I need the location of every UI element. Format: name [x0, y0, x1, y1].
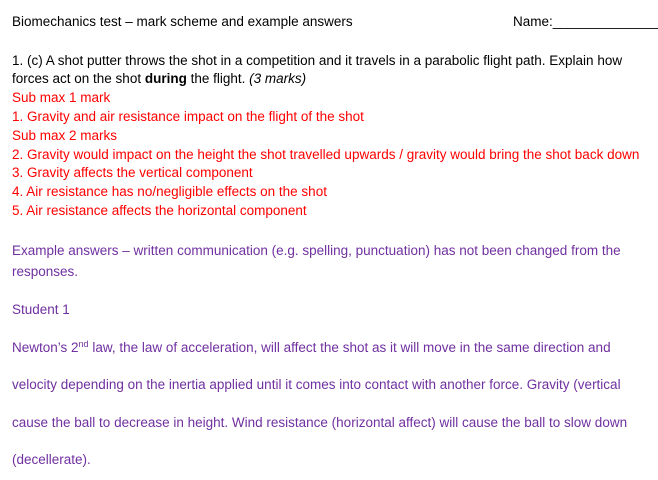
question-line-2	[12, 70, 306, 88]
example-intro-line-1: Example answers – written communication (e.g. spelling, punctuation) has not been changed from the	[12, 243, 621, 258]
sub-max-2-heading: Sub max 2 marks	[12, 128, 118, 143]
mark-point-5: 5. Air resistance affects the horizontal component	[12, 203, 307, 218]
answer-line-1	[12, 339, 611, 357]
mark-point-3: 3. Gravity affects the vertical component	[12, 165, 253, 180]
student-heading: Student 1	[12, 302, 70, 317]
document-title: Biomechanics test – mark scheme and example answers	[12, 14, 353, 29]
question-marks: (3 marks)	[249, 71, 307, 86]
example-intro-line-2: responses.	[12, 264, 79, 279]
mark-point-1: 1. Gravity and air resistance impact on the flight of the shot	[12, 109, 364, 124]
mark-point-2: 2. Gravity would impact on the height the shot travelled upwards / gravity would bring the shot back down	[12, 147, 640, 162]
ordinal-superscript: nd	[78, 339, 89, 349]
answer-line-2: velocity depending on the inertia applied until it comes into contact with another force. Gravity (vertical	[12, 377, 621, 392]
question-line-1: 1. (c) A shot putter throws the shot in a competition and it travels in a parabolic flight path. Explain how	[12, 53, 623, 68]
answer-line-3: cause the ball to decrease in height. Wind resistance (horizontal affect) will cause the ball to slow down	[12, 415, 628, 430]
name-field-label: Name:______________	[513, 14, 658, 29]
question-emphasis: during	[144, 71, 187, 86]
question-text: forces act on the shot	[12, 71, 145, 86]
sub-max-1-heading: Sub max 1 mark	[12, 90, 111, 105]
answer-line-4: (decellerate).	[12, 452, 91, 467]
mark-point-4: 4. Air resistance has no/negligible effects on the shot	[12, 184, 327, 199]
question-text-end: the flight.	[186, 71, 250, 86]
answer-text-cont: law, the law of acceleration, will affect the shot as it will move in the same direction and	[88, 340, 611, 355]
answer-text: Newton’s 2	[12, 340, 79, 355]
